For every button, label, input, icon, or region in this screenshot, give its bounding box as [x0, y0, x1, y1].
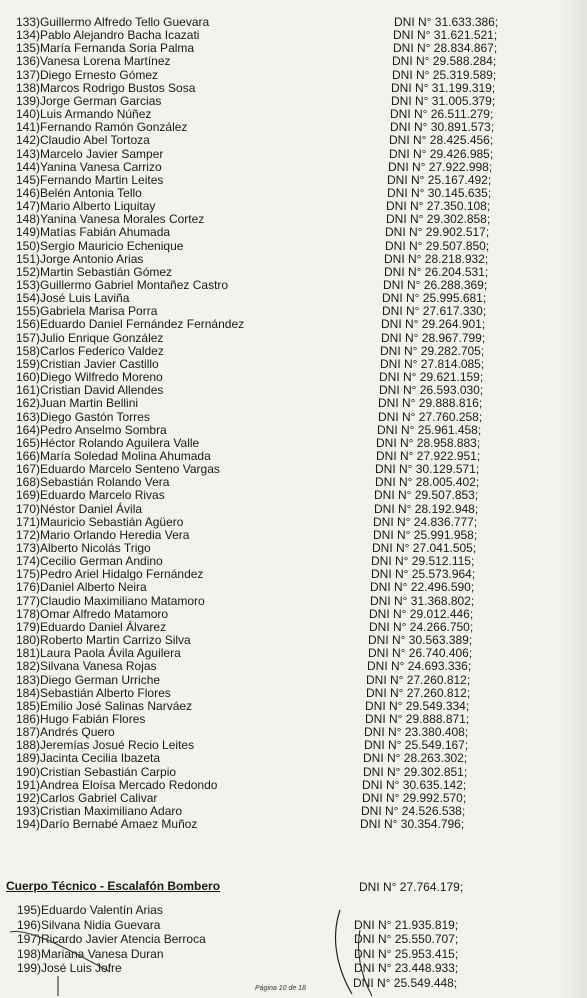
dni-number: DNI N° 29.507.853; [374, 488, 479, 503]
dni-number: DNI N° 25.573.964; [371, 567, 476, 582]
person-name: Gabriela Marisa Porra [40, 304, 158, 319]
item-number: 134) [15, 28, 40, 43]
dni-number: DNI N° 30.354.796; [360, 817, 465, 832]
person-name: María Fernanda Soria Palma [40, 41, 195, 56]
dni-number: DNI N° 28.005.402; [375, 475, 480, 490]
person-name: Daniel Alberto Neira [40, 580, 147, 595]
dni-number: DNI N° 24.836.777; [373, 514, 478, 529]
item-number: 160) [15, 370, 40, 385]
item-number: 161) [15, 383, 40, 398]
item-number: 145) [15, 172, 40, 187]
dni-number: DNI N° 30.129.571; [375, 462, 480, 477]
item-number: 153) [15, 278, 40, 292]
person-name: Mauricio Sebastián Agüero [40, 514, 184, 529]
item-number: 141) [15, 120, 40, 135]
dni-number: DNI N° 27.760.258; [378, 409, 483, 424]
person-name: Jacinta Cecilia Ibazeta [40, 751, 161, 766]
item-number: 149) [15, 225, 40, 240]
dni-number: DNI N° 29.621.159; [379, 370, 484, 385]
item-number: 193) [15, 804, 40, 818]
item-number: 181) [15, 646, 40, 661]
dni-number: DNI N° 30.563.389; [368, 633, 473, 648]
item-number: 199) [16, 961, 41, 975]
item-number: 143) [15, 146, 40, 161]
dni-number: DNI N° 28.834.867; [393, 41, 498, 56]
person-name: Mario Orlando Heredia Vera [40, 527, 190, 542]
item-number: 177) [15, 593, 40, 608]
item-number: 169) [15, 488, 40, 503]
item-number: 198) [16, 946, 41, 961]
dni-number: DNI N° 31.368.802; [370, 593, 475, 608]
item-number: 162) [15, 396, 40, 411]
dni-number: DNI N° 27.041.505; [372, 541, 477, 555]
item-number: 165) [15, 435, 40, 450]
person-name: Diego Ernesto Gómez [40, 67, 159, 82]
item-number: 187) [15, 725, 40, 740]
item-number: 183) [15, 672, 40, 687]
person-name: Laura Paola Ávila Aguilera [40, 646, 181, 661]
person-name: Alberto Nicolás Trigo [40, 541, 151, 555]
person-name: Vanesa Lorena Martínez [40, 54, 171, 69]
item-number: 139) [15, 93, 40, 108]
dni-number: DNI N° 29.282.705; [380, 343, 485, 358]
person-name: Héctor Rolando Aguilera Valle [40, 435, 200, 450]
person-name: Omar Alfredo Matamoro [40, 606, 169, 621]
item-number: 163) [15, 409, 40, 424]
dni-number: DNI N° 27.617.330; [382, 304, 487, 319]
person-name: Fernando Ramón González [40, 120, 188, 135]
item-number: 137) [15, 67, 40, 82]
item-number: 168) [15, 475, 40, 490]
dni-number: DNI N° 31.621.521; [393, 28, 498, 43]
person-name: Guillermo Gabriel Montañez Castro [40, 278, 229, 292]
dni-number: DNI N° 23.380.408; [364, 725, 469, 740]
dni-number: DNI N° 26.511.279; [390, 107, 494, 122]
item-number: 140) [15, 107, 40, 122]
person-name: Yanina Vanesa Morales Cortez [40, 212, 205, 227]
item-number: 186) [15, 711, 40, 726]
item-number: 138) [15, 80, 40, 95]
dni-number: DNI N° 24.526.538; [361, 804, 466, 818]
dni-number: DNI N° 30.145.635; [387, 185, 492, 200]
person-name: Silvana Nidia Guevara [41, 917, 161, 932]
person-name: Diego Gastón Torres [40, 409, 150, 424]
person-name: Fernando Martin Leites [40, 172, 164, 187]
item-number: 178) [15, 606, 40, 621]
list-item [0, 816, 587, 832]
dni-number: DNI N° 28.967.799; [381, 330, 486, 345]
person-name: Juan Martin Bellini [40, 396, 139, 411]
dni-number: DNI N° 29.888.871; [365, 711, 470, 726]
item-number: 144) [15, 159, 40, 174]
person-name: Cecilio German Andino [40, 554, 163, 569]
dni-number: DNI N° 30.635.142; [362, 777, 467, 792]
person-name: José Luis Jofre [41, 961, 122, 975]
item-number: 151) [15, 251, 40, 266]
person-name: Jeremías Josué Recio Leites [40, 738, 195, 753]
dni-number: DNI N° 26.204.531; [384, 264, 489, 279]
item-number: 170) [15, 501, 40, 516]
item-number: 191) [15, 777, 40, 792]
signature-scribble [0, 890, 587, 998]
dni-number: DNI N° 29.302.858; [386, 212, 491, 227]
dni-number: DNI N° 29.588.284; [392, 54, 497, 69]
person-name: Eduardo Marcelo Rivas [40, 488, 165, 503]
item-number: 142) [15, 133, 40, 148]
person-name: Martin Sebastián Gómez [40, 264, 173, 279]
person-name: Andrea Eloísa Mercado Redondo [40, 777, 218, 792]
item-number: 182) [15, 659, 40, 674]
dni-number: DNI N° 24.266.750; [369, 619, 474, 634]
person-name: Marcelo Javier Samper [40, 146, 164, 161]
person-name: Luis Armando Núñez [40, 107, 152, 122]
dni-number: DNI N° 29.888.816; [378, 396, 483, 411]
dni-number: DNI N° 27.350.108; [386, 199, 491, 214]
dni-number: DNI N° 30.891.573; [390, 120, 495, 135]
person-name: Eduardo Daniel Álvarez [40, 619, 167, 634]
person-name: Carlos Gabriel Calivar [40, 790, 158, 805]
dni-number: DNI N° 29.012.446; [369, 606, 474, 621]
dni-number: DNI N° 29.426.985; [389, 146, 494, 161]
dni-number: DNI N° 25.319.589; [392, 67, 497, 82]
dni-number: DNI N° 25.167.492; [387, 172, 492, 187]
person-name: Claudio Maximiliano Matamoro [40, 593, 205, 608]
dni-number: DNI N° 28.958.883; [376, 435, 481, 450]
person-name: Sebastián Alberto Flores [40, 685, 171, 700]
person-name: Belén Antonia Tello [40, 185, 142, 200]
item-number: 184) [15, 685, 40, 700]
item-number: 154) [15, 291, 40, 306]
person-name: Claudio Abel Tortoza [40, 133, 150, 148]
item-number: 136) [15, 54, 40, 69]
dni-number: DNI N° 29.902.517; [385, 225, 490, 240]
item-number: 157) [15, 330, 40, 345]
item-number: 190) [15, 764, 40, 779]
person-name: Néstor Daniel Ávila [40, 501, 143, 516]
item-number: 164) [15, 422, 40, 437]
dni-number: DNI N° 29.507.850; [385, 238, 490, 253]
item-number: 171) [15, 514, 40, 529]
item-number: 133) [15, 15, 40, 29]
section-heading: Cuerpo Técnico - Escalafón Bombero [6, 879, 221, 893]
person-name: Mariana Vanesa Duran [41, 946, 164, 961]
dni-number: DNI N° 31.633.386; [394, 15, 499, 29]
dni-number: DNI N° 25.550.707; [354, 932, 459, 946]
section-heading-dni: DNI N° 27.764.179; [359, 880, 464, 894]
dni-number: DNI N° 22.496.590; [370, 580, 475, 595]
dni-number: DNI N° 28.263.302; [363, 751, 468, 766]
person-name: Eduardo Valentín Arias [41, 903, 163, 917]
person-name: Matías Fabián Ahumada [40, 225, 171, 240]
dni-number: DNI N° 28.218.932; [384, 251, 489, 266]
item-number: 195) [16, 903, 41, 917]
dni-number: DNI N° 27.922.998; [388, 159, 493, 174]
person-name: Eduardo Daniel Fernández Fernández [40, 317, 245, 332]
person-name: Guillermo Alfredo Tello Guevara [40, 15, 210, 29]
item-number: 150) [15, 238, 40, 253]
dni-number: DNI N° 25.549.167; [364, 738, 469, 753]
person-name: Pedro Ariel Hidalgo Fernández [40, 567, 204, 582]
item-number: 179) [15, 619, 40, 634]
person-name: Carlos Federico Valdez [40, 343, 164, 358]
page-footer: Página 10 de 18 [255, 985, 306, 992]
person-name: Cristian David Allendes [40, 383, 164, 398]
person-name: Hugo Fabián Flores [40, 711, 146, 726]
dni-number: DNI N° 27.922.951; [376, 448, 481, 463]
person-name: Jorge German Garcias [40, 93, 162, 108]
person-name: María Soledad Molina Ahumada [40, 448, 211, 463]
item-number: 192) [15, 790, 40, 805]
item-number: 197) [16, 932, 41, 946]
dni-number: DNI N° 28.192.948; [374, 501, 479, 516]
dni-number: DNI N° 25.953.415; [354, 946, 459, 961]
person-name: Marcos Rodrigo Bustos Sosa [40, 80, 196, 95]
dni-number: DNI N° 28.425.456; [389, 133, 494, 148]
person-name: Sergio Mauricio Echenique [40, 238, 184, 253]
person-name: Pedro Anselmo Sombra [40, 422, 167, 437]
item-number: 166) [15, 448, 40, 463]
item-number: 188) [15, 738, 40, 753]
person-name: Silvana Vanesa Rojas [40, 659, 157, 674]
item-number: 175) [15, 567, 40, 582]
item-number: 148) [15, 212, 40, 227]
dni-number: DNI N° 29.264.901; [381, 317, 486, 332]
person-name: José Luis Laviña [40, 291, 130, 306]
item-number: 152) [15, 264, 40, 279]
item-number: 155) [15, 304, 40, 319]
person-name: Eduardo Marcelo Senteno Vargas [40, 462, 220, 477]
person-name: Ricardo Javier Atencia Berroca [41, 932, 206, 946]
person-name: Yanina Vanesa Carrizo [40, 159, 162, 174]
item-number: 158) [15, 343, 40, 358]
item-number: 146) [15, 185, 40, 200]
person-name: Cristian Maximiliano Adaro [40, 804, 183, 818]
person-name: Darío Bernabé Amaez Muñoz [40, 817, 198, 832]
item-number: 156) [15, 317, 40, 332]
dni-number: DNI N° 25.961.458; [377, 422, 482, 437]
item-number: 173) [15, 541, 40, 555]
item-number: 180) [15, 633, 40, 648]
dni-number: DNI N° 29.512.115; [371, 554, 475, 569]
dni-number: DNI N° 26.740.406; [368, 646, 473, 661]
person-name: Diego German Urriche [40, 672, 161, 687]
dni-number: DNI N° 25.995.681; [382, 291, 487, 306]
person-name: Mario Alberto Liquitay [40, 199, 156, 214]
dni-number: DNI N° 27.260.812; [366, 672, 471, 687]
dni-number: DNI N° 26.288.369; [383, 278, 488, 292]
dni-number: DNI N° 29.549.334; [365, 698, 470, 713]
item-number: 147) [15, 199, 40, 214]
dni-number: DNI N° 27.260.812; [366, 685, 471, 700]
item-number: 176) [15, 580, 40, 595]
dni-number: DNI N° 29.302.851; [363, 764, 468, 779]
item-number: 167) [15, 462, 40, 477]
person-name: Roberto Martin Carrizo Silva [40, 633, 191, 648]
dni-number: DNI N° 27.814.085; [380, 356, 485, 371]
dni-number: DNI N° 26.593.030; [379, 383, 484, 398]
dni-number: DNI N° 24.693.336; [367, 659, 472, 674]
person-name: Jorge Antonio Arias [40, 251, 144, 266]
person-name: Andrés Quero [40, 725, 115, 740]
item-number: 185) [15, 698, 40, 713]
item-number: 135) [15, 41, 40, 56]
person-name: Emilio José Salinas Narváez [40, 698, 193, 713]
item-number: 159) [15, 356, 40, 371]
person-name: Cristian Sebastián Carpio [40, 764, 177, 779]
item-number: 174) [15, 554, 40, 569]
person-name: Julio Enrique González [40, 330, 164, 345]
person-name: Diego Wilfredo Moreno [40, 370, 163, 385]
page-edge-shadow [557, 0, 587, 998]
dni-number: DNI N° 31.005.379; [391, 93, 496, 108]
item-number: 172) [15, 527, 40, 542]
item-number: 196) [16, 917, 41, 932]
last-dni: DNI N° 25.549.448; [353, 976, 458, 990]
dni-number: DNI N° 21.935.819; [354, 917, 459, 932]
item-number: 194) [15, 817, 40, 832]
person-name: Pablo Alejandro Bacha Icazati [40, 28, 200, 43]
item-number: 189) [15, 751, 40, 766]
person-name: Sebastián Rolando Vera [40, 475, 170, 490]
dni-number: DNI N° 23.448.933; [354, 961, 459, 975]
dni-number: DNI N° 31.199.319; [391, 80, 496, 95]
dni-number: DNI N° 29.992.570; [362, 790, 467, 805]
dni-number: DNI N° 25.991.958; [373, 527, 478, 542]
person-name: Cristian Javier Castillo [40, 356, 159, 371]
